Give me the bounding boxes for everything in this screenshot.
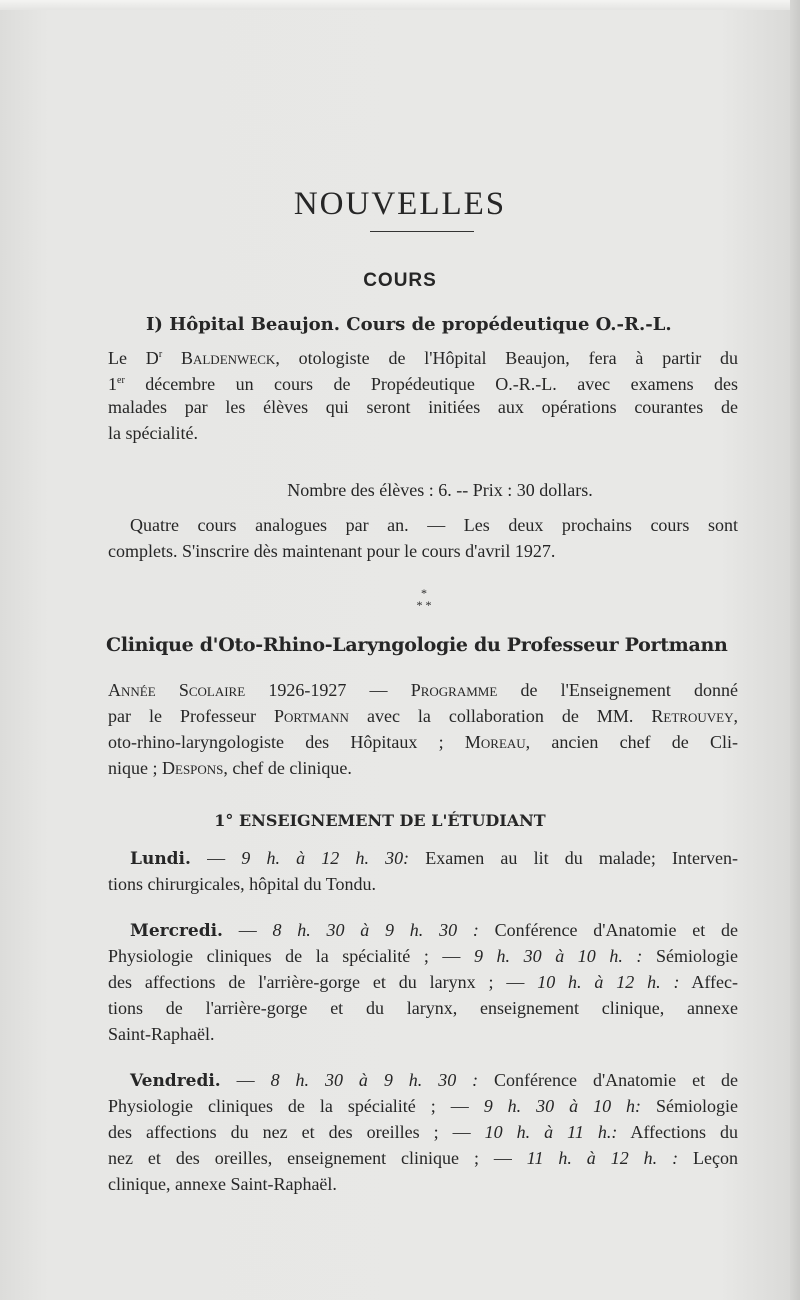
superscript: er (117, 375, 125, 386)
clinique-line-4 (108, 755, 738, 781)
text-segment: , ancien chef de Cli- (525, 732, 739, 752)
lundi-line-2: tions chirurgicales, hôpital du Tondu. (108, 874, 377, 894)
separator-stars-bottom: * * (416, 598, 432, 612)
course1-note-line-1: Quatre cours analogues par an. — Les deux prochains cours sont (130, 515, 738, 535)
text-segment: Conférence d'Anatomie et de (478, 1070, 739, 1090)
course1-line-3: malades par les élèves qui seront initiées aux opérations courantes de (108, 397, 738, 417)
programme-label: Programme (410, 680, 498, 700)
text-segment: Physiologie cliniques de la spécialité ; — (108, 1096, 484, 1116)
text-segment: — (222, 920, 273, 940)
vendredi-line-1 (130, 1067, 738, 1094)
text-segment: Physiologie cliniques de la spécialité ; — (108, 946, 474, 966)
title-underline (370, 231, 474, 232)
person-name: Despons (162, 758, 224, 778)
superscript: r (158, 349, 163, 360)
annee-label: Année Scolaire (108, 680, 246, 700)
time-range: 10 h. à 11 h.: (484, 1122, 618, 1142)
day-label: Lundi. (130, 849, 191, 869)
page-title: NOUVELLES (293, 186, 507, 222)
course1-line-1 (108, 342, 738, 371)
text-segment: Conférence d'Anatomie et de (478, 920, 739, 940)
time-range: 10 h. à 12 h. : (537, 972, 680, 992)
time-range: 11 h. à 12 h. : (526, 1148, 679, 1168)
separator-star-top: * (421, 586, 427, 600)
text-segment: décembre un cours de Propédeutique O.-R.-L. avec examens des (124, 374, 738, 394)
mercredi-line-4: tions de l'arrière-gorge et du larynx, enseignement clinique, annexe (108, 998, 738, 1018)
text-segment: nique ; (108, 758, 162, 778)
text-segment: , (733, 706, 738, 726)
text-segment: des affections de l'arrière-gorge et du larynx ; — (108, 972, 538, 992)
text-segment: , otologiste de l'Hôpital Beaujon, fera à partir du (275, 348, 739, 368)
text-segment: — (220, 1070, 271, 1090)
time-range: 9 h. 30 à 10 h. : (473, 946, 643, 966)
mercredi-line-1 (130, 917, 738, 944)
mercredi-line-2 (108, 943, 738, 969)
clinique-line-1 (108, 677, 738, 703)
clinique-line-3 (108, 729, 738, 755)
person-name: Retrouvey (651, 706, 734, 726)
lundi-line-1 (130, 845, 738, 872)
vendredi-line-3 (108, 1119, 738, 1145)
time-range: 8 h. 30 à 9 h. 30 : (272, 920, 479, 940)
vendredi-line-5: clinique, annexe Saint-Raphaël. (108, 1174, 337, 1194)
vendredi-line-4 (108, 1145, 738, 1171)
text-segment: par le Professeur (108, 706, 274, 726)
course1-note-line-2: complets. S'inscrire dès maintenant pour le cours d'avril 1927. (108, 541, 556, 561)
text-segment: Affec- (679, 972, 738, 992)
text-segment: Leçon (678, 1148, 738, 1168)
enseignement-heading: 1° ENSEIGNEMENT DE L'ÉTUDIANT (214, 811, 546, 830)
day-label: Mercredi. (130, 921, 223, 941)
day-label: Vendredi. (130, 1071, 221, 1091)
text-segment: nez et des oreilles, enseignement clinique ; — (108, 1148, 527, 1168)
section-heading-cours: COURS (363, 270, 437, 291)
text-segment: oto-rhino-laryngologiste des Hôpitaux ; (108, 732, 465, 752)
text-segment: Sémiologie (642, 946, 738, 966)
text-segment: 1 (108, 374, 117, 394)
text-segment: avec la collaboration de MM. (348, 706, 652, 726)
text-segment: Affections du (617, 1122, 738, 1142)
person-name: Moreau (464, 732, 526, 752)
page-top-edge (0, 0, 800, 10)
text-segment: Examen au lit du malade; Interven- (409, 848, 739, 868)
time-range: 8 h. 30 à 9 h. 30 : (270, 1070, 479, 1090)
time-range: 9 h. 30 à 10 h: (483, 1096, 642, 1116)
clinique-line-2 (108, 703, 738, 729)
text-segment: — (190, 848, 242, 868)
text-segment: Le D (108, 348, 159, 368)
text-segment: , chef de clinique. (223, 758, 352, 778)
vendredi-line-2 (108, 1093, 738, 1119)
course-heading-beaujon: I) Hôpital Beaujon. Cours de propédeutique O.-R.-L. (146, 314, 672, 335)
course1-line-2 (108, 368, 738, 397)
text-segment: de l'Enseignement donné (497, 680, 738, 700)
text-segment: des affections du nez et des oreilles ; — (108, 1122, 485, 1142)
annee-value: 1926-1927 — (245, 680, 411, 700)
time-range: 9 h. à 12 h. 30: (241, 848, 410, 868)
text-segment: Sémiologie (641, 1096, 738, 1116)
course1-line-4: la spécialité. (108, 423, 198, 443)
person-name: Baldenweck (162, 348, 276, 368)
mercredi-line-3 (108, 969, 738, 995)
clinique-heading: Clinique d'Oto-Rhino-Laryngologie du Professeur Portmann (106, 634, 728, 656)
mercredi-line-5: Saint-Raphaël. (108, 1024, 215, 1044)
course1-info: Nombre des élèves : 6. -- Prix : 30 dollars. (287, 480, 593, 500)
person-name: Portmann (273, 706, 349, 726)
